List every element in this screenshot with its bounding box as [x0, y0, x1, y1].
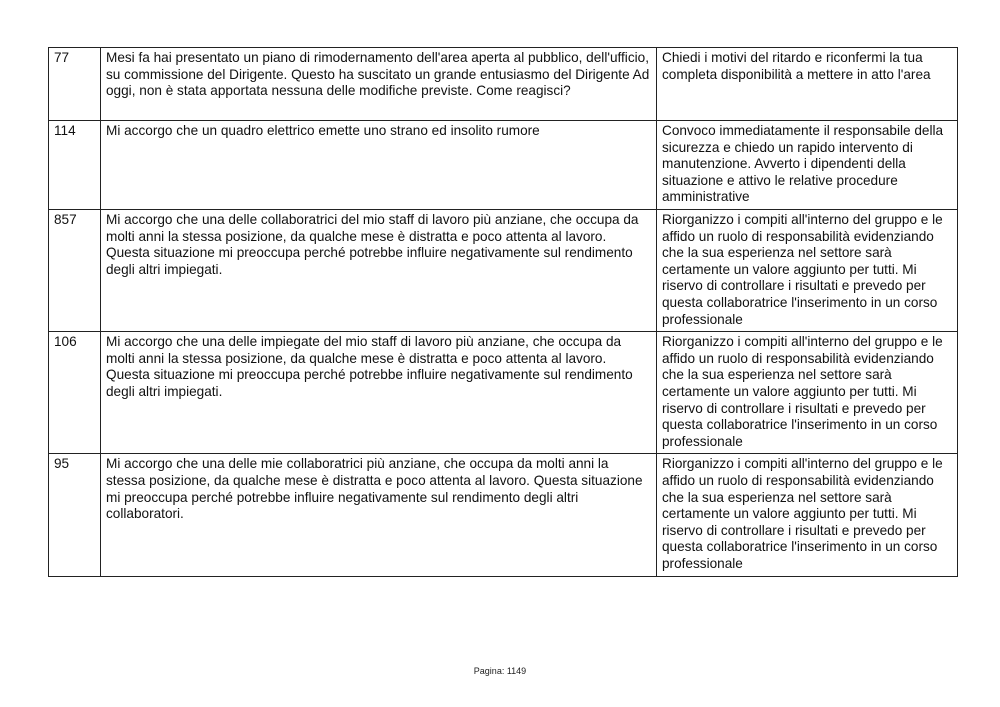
table-row [49, 454, 958, 577]
question-text-cell: Mi accorgo che una delle collaboratrici del mio staff di lavoro più anziane, che occupa da molti anni la stessa posizione, da qualche mese è distratta e poco attenta al lavoro. Questa situazione mi preoccupa perché potrebbe influire negativamente sul rendimento degli altri impiegati. [101, 210, 657, 332]
question-id-cell: 95 [49, 454, 101, 577]
table-row [49, 332, 958, 454]
answer-text-cell: Riorganizzo i compiti all'interno del gruppo e le affido un ruolo di responsabilità evidenziando che la sua esperienza nel settore sarà certamente un valore aggiunto per tutti. Mi riservo di controllare i risultati e prevedo per questa collaboratrice l'inserimento in un corso professionale [657, 332, 958, 454]
answer-text-cell: Convoco immediatamente il responsabile della sicurezza e chiedo un rapido intervento di manutenzione. Avverto i dipendenti della situazione e attivo le relative procedure amministrative [657, 121, 958, 210]
question-id-cell: 106 [49, 332, 101, 454]
table-row [49, 121, 958, 210]
table-row [49, 210, 958, 332]
question-id-cell: 857 [49, 210, 101, 332]
answer-text-cell: Riorganizzo i compiti all'interno del gruppo e le affido un ruolo di responsabilità evidenziando che la sua esperienza nel settore sarà certamente un valore aggiunto per tutti. Mi riservo di controllare i risultati e prevedo per questa collaboratrice l'inserimento in un corso professionale [657, 454, 958, 577]
question-text-cell: Mi accorgo che una delle impiegate del mio staff di lavoro più anziane, che occupa da molti anni la stessa posizione, da qualche mese è distratta e poco attenta al lavoro. Questa situazione mi preoccupa perché potrebbe influire negativamente sul rendimento degli altri impiegati. [101, 332, 657, 454]
answer-text-cell: Riorganizzo i compiti all'interno del gruppo e le affido un ruolo di responsabilità evidenziando che la sua esperienza nel settore sarà certamente un valore aggiunto per tutti. Mi riservo di controllare i risultati e prevedo per questa collaboratrice l'inserimento in un corso professionale [657, 210, 958, 332]
question-id-cell: 77 [49, 48, 101, 121]
question-text-cell: Mi accorgo che una delle mie collaboratrici più anziane, che occupa da molti anni la stessa posizione, da qualche mese è distratta e poco attenta al lavoro. Questa situazione mi preoccupa perché potrebbe influire negativamente sul rendimento degli altri collaboratori. [101, 454, 657, 577]
answer-text-cell: Chiedi i motivi del ritardo e riconfermi la tua completa disponibilità a mettere in atto l'area [657, 48, 958, 121]
page-number: Pagina: 1149 [473, 666, 527, 676]
question-id-cell: 114 [49, 121, 101, 210]
question-text-cell: Mi accorgo che un quadro elettrico emette uno strano ed insolito rumore [101, 121, 657, 210]
table-row [49, 48, 958, 121]
question-text-cell: Mesi fa hai presentato un piano di rimodernamento dell'area aperta al pubblico, dell'ufficio, su commissione del Dirigente. Questo ha suscitato un grande entusiasmo del Dirigente Ad oggi, non è stata apportata nessuna delle modifiche previste. Come reagisci? [101, 48, 657, 121]
questions-table [48, 47, 958, 577]
